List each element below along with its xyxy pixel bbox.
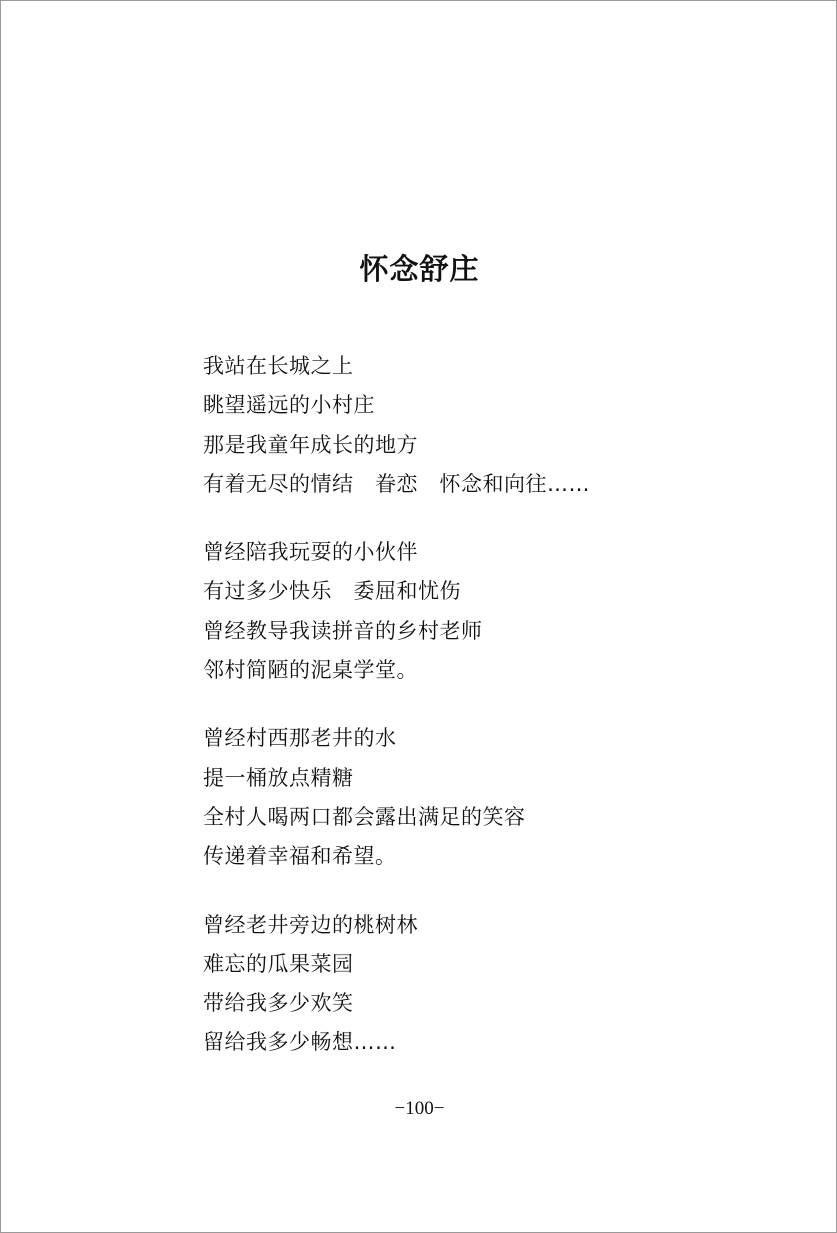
poem-line: 有着无尽的情结 眷恋 怀念和向往…… bbox=[203, 471, 590, 496]
poem-title: 怀念舒庄 bbox=[359, 252, 480, 286]
stanza-4 bbox=[203, 906, 763, 1063]
poem-line: 那是我童年成长的地方 bbox=[203, 432, 418, 457]
poem-line: 全村人喝两口都会露出满足的笑容 bbox=[203, 804, 526, 829]
stanza-2 bbox=[203, 533, 763, 690]
poem-line: 带给我多少欢笑 bbox=[203, 991, 354, 1016]
poem-line: 曾经陪我玩耍的小伙伴 bbox=[203, 540, 418, 565]
poem-line: 传递着幸福和希望。 bbox=[203, 844, 397, 869]
page-number: −100− bbox=[394, 1098, 445, 1119]
poem-line: 难忘的瓜果菜园 bbox=[203, 951, 354, 976]
poem-line: 留给我多少畅想…… bbox=[203, 1030, 397, 1055]
poem-body bbox=[203, 347, 763, 1092]
stanza-1 bbox=[203, 347, 763, 504]
poem-line: 有过多少快乐 委屈和忧伤 bbox=[203, 579, 461, 604]
poem-line: 我站在长城之上 bbox=[203, 354, 354, 378]
stanza-3 bbox=[203, 719, 763, 876]
poem-line: 曾经教导我读拼音的乡村老师 bbox=[203, 618, 483, 643]
poem-line: 曾经老井旁边的桃树林 bbox=[203, 912, 418, 937]
poem-line: 提一桶放点精糖 bbox=[203, 765, 354, 790]
poem-line: 邻村简陋的泥桌学堂。 bbox=[203, 658, 418, 683]
poem-line: 眺望遥远的小村庄 bbox=[203, 393, 375, 418]
poem-line: 曾经村西那老井的水 bbox=[203, 726, 397, 751]
